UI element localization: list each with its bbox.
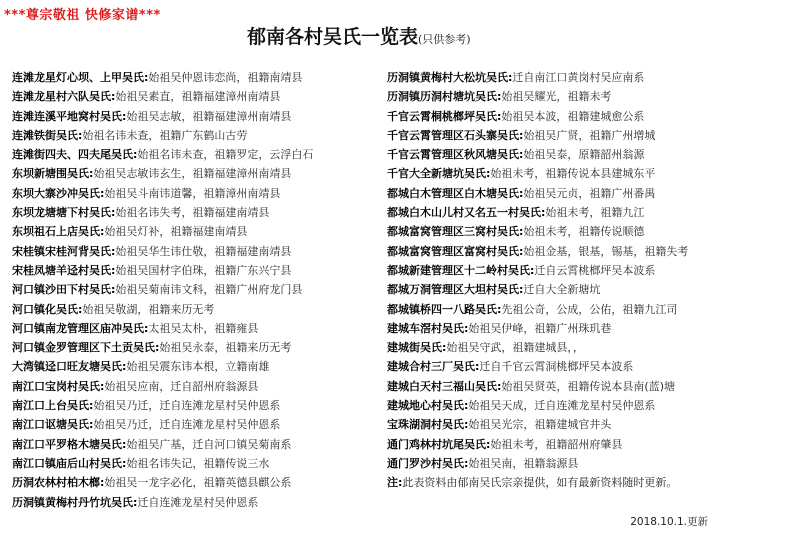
village-name: 宋桂镇宋桂河背吴氏: bbox=[12, 244, 116, 258]
village-name: 都城富窝管理区三窝村吴氏: bbox=[387, 225, 524, 239]
ancestry-description: 始祖吴一龙字必化，祖籍英德县麒公系 bbox=[104, 476, 292, 490]
village-name: 连滩街四夫、四夫尾吴氏: bbox=[12, 148, 138, 162]
list-item bbox=[12, 396, 384, 415]
ancestry-description: 始祖名讳未查，祖籍罗定，云浮白石 bbox=[137, 148, 314, 162]
village-name: 东坝大寨沙冲吴氏: bbox=[12, 186, 105, 200]
ancestry-description: 此表资料由郁南吴氏宗亲提供，如有最新资料随时更新。 bbox=[402, 476, 678, 490]
village-name: 历洞镇黄梅村丹竹坑吴氏: bbox=[12, 495, 138, 509]
ancestry-description: 始祖未考，祖籍九江 bbox=[545, 206, 645, 220]
ancestry-description: 始祖吴斗南讳道馨，祖籍漳州南靖县 bbox=[104, 186, 281, 200]
village-name: 宝珠湖洞村吴氏: bbox=[387, 418, 469, 432]
title-block bbox=[247, 22, 471, 49]
page-subtitle: (只供参考) bbox=[418, 33, 471, 46]
ancestry-description: 始祖吴灯补，祖籍福建南靖县 bbox=[104, 225, 248, 239]
list-item bbox=[387, 377, 787, 396]
village-name: 都城白木管理区白木塘吴氏: bbox=[387, 186, 524, 200]
village-name: 建城白天村三福山吴氏: bbox=[387, 379, 502, 393]
ancestry-description: 始祖吴华生讳仕敬，祖籍福建南靖县 bbox=[115, 244, 292, 258]
list-item bbox=[12, 68, 384, 87]
list-item bbox=[12, 261, 384, 280]
village-name: 大湾镇迳口旺友塘吴氏: bbox=[12, 360, 127, 374]
list-item bbox=[12, 203, 384, 222]
ancestry-description: 迁自连滩龙星村吴仲恩系 bbox=[137, 495, 259, 509]
list-item bbox=[387, 184, 787, 203]
list-item bbox=[387, 164, 787, 183]
village-name: 河口镇化吴氏: bbox=[12, 302, 83, 316]
left-column bbox=[12, 68, 384, 512]
list-item bbox=[12, 126, 384, 145]
ancestry-description: 迁自云霄桃榔坪吴本波系 bbox=[534, 263, 656, 277]
village-name: 千官大全新塘坑吴氏: bbox=[387, 167, 491, 181]
ancestry-description: 迁自大全新塘坑 bbox=[523, 283, 601, 297]
village-name: 东坝祖石上店吴氏: bbox=[12, 225, 105, 239]
village-name: 连滩龙星村六队吴氏: bbox=[12, 90, 116, 104]
ancestry-description: 始祖吴泰，原籍韶州翁源 bbox=[523, 148, 645, 162]
ancestry-description: 始祖吴震东讳本根，立籍南雄 bbox=[126, 360, 270, 374]
ancestry-description: 迁自千官云霄洞桃榔坪吴本波系 bbox=[479, 360, 634, 374]
village-name: 宋桂凤塘羊迳村吴氏: bbox=[12, 263, 116, 277]
village-name: 南江口宝岗村吴氏: bbox=[12, 379, 105, 393]
village-name: 南江口讴塘吴氏: bbox=[12, 418, 94, 432]
update-date: 2018.10.1.更新 bbox=[630, 516, 708, 528]
village-name: 河口镇南龙管理区庙冲吴氏: bbox=[12, 321, 149, 335]
list-item bbox=[12, 164, 384, 183]
ancestry-description: 始祖吴敬湖，祖籍来历无考 bbox=[82, 302, 215, 316]
village-name: 注: bbox=[387, 476, 403, 490]
list-item bbox=[387, 68, 787, 87]
village-name: 都城镇桥四一八路吴氏: bbox=[387, 302, 502, 316]
ancestry-description: 始祖吴乃迁，迁自连滩龙星村吴仲恩系 bbox=[93, 399, 281, 413]
village-name: 东坝新塘围吴氏: bbox=[12, 167, 94, 181]
village-name: 建城地心村吴氏: bbox=[387, 399, 469, 413]
ancestry-description: 始祖未考，祖籍传说本县建城东平 bbox=[490, 167, 656, 181]
ancestry-description: 始祖吴元贞，祖籍广州番禺 bbox=[523, 186, 656, 200]
ancestry-description: 始祖吴广基，迁自河口镇吴菊南系 bbox=[126, 437, 292, 451]
list-item bbox=[387, 454, 787, 473]
village-name: 都城富窝管理区富窝村吴氏: bbox=[387, 244, 524, 258]
ancestry-description: 始祖吴志敏讳玄生，祖籍福建漳州南靖县 bbox=[93, 167, 292, 181]
list-item bbox=[12, 473, 384, 492]
village-name: 千官云霄管理区秋风塘吴氏: bbox=[387, 148, 524, 162]
village-name: 通门罗沙村吴氏: bbox=[387, 456, 469, 470]
right-column bbox=[387, 68, 787, 493]
list-item bbox=[12, 242, 384, 261]
ancestry-description: 始祖吴天成，迁自连滩龙星村吴仲恩系 bbox=[468, 399, 656, 413]
ancestry-description: 始祖吴永泰，祖籍来历无考 bbox=[159, 341, 292, 355]
list-item bbox=[12, 222, 384, 241]
list-item bbox=[387, 107, 787, 126]
village-name: 东坝龙塘塘下村吴氏: bbox=[12, 206, 116, 220]
village-name: 连滩龙星灯心坝、上甲吴氏: bbox=[12, 71, 149, 84]
ancestry-description: 迁自南江口黄岗村吴应南系 bbox=[512, 71, 645, 84]
ancestry-description: 始祖吴仲恩讳恋尚，祖籍南靖县 bbox=[148, 71, 303, 84]
village-name: 建城街吴氏: bbox=[387, 341, 447, 355]
village-name: 都城新建管理区十二岭村吴氏: bbox=[387, 263, 535, 277]
ancestry-description: 始祖吴守武，祖籍建城县，， bbox=[446, 341, 584, 355]
list-item bbox=[12, 145, 384, 164]
ancestry-description: 始祖未考，祖籍传说顺德 bbox=[523, 225, 645, 239]
ancestry-description: 始祖吴乃迁，迁自连滩龙星村吴仲恩系 bbox=[93, 418, 281, 432]
ancestry-description: 始祖吴国材字伯珠，祖籍广东兴宁县 bbox=[115, 263, 292, 277]
list-item bbox=[12, 184, 384, 203]
ancestry-description: 始祖吴伊峰，祖籍广州珠玑巷 bbox=[468, 321, 612, 335]
village-name: 历洞镇历洞村塘坑吴氏: bbox=[387, 90, 502, 104]
list-item bbox=[387, 126, 787, 145]
ancestry-description: 始祖吴菊南讳文科，祖籍广州府龙门县 bbox=[115, 283, 303, 297]
list-item bbox=[12, 87, 384, 106]
village-name: 都城白木山儿村又名五一村吴氏: bbox=[387, 206, 546, 220]
village-name: 都城万洞管理区大坦村吴氏: bbox=[387, 283, 524, 297]
list-item bbox=[387, 396, 787, 415]
list-item bbox=[12, 454, 384, 473]
ancestry-description: 始祖吴贤英，祖籍传说本县南(蓝)塘 bbox=[501, 379, 675, 393]
ancestry-description: 始祖名讳未查，祖籍广东鹤山古劳 bbox=[82, 128, 248, 142]
list-item bbox=[12, 280, 384, 299]
list-item bbox=[12, 415, 384, 434]
list-item bbox=[12, 493, 384, 512]
list-item bbox=[387, 473, 787, 492]
village-name: 通门鸡林村坑尾吴氏: bbox=[387, 437, 491, 451]
list-item bbox=[387, 280, 787, 299]
village-name: 历洞农林村柏木榔: bbox=[12, 476, 105, 490]
ancestry-description: 始祖吴南，祖籍翁源县 bbox=[468, 456, 579, 470]
list-item bbox=[387, 435, 787, 454]
village-name: 河口镇沙田下村吴氏: bbox=[12, 283, 116, 297]
list-item bbox=[12, 357, 384, 376]
ancestry-description: 始祖吴志敏，祖籍福建漳州南靖县 bbox=[126, 109, 292, 123]
list-item bbox=[387, 145, 787, 164]
ancestry-description: 始祖未考，祖籍韶州府肇县 bbox=[490, 437, 623, 451]
list-item bbox=[12, 377, 384, 396]
ancestry-description: 始祖吴广贤，祖籍广州增城 bbox=[523, 128, 656, 142]
list-item bbox=[387, 415, 787, 434]
ancestry-description: 始祖吴素直，祖籍福建漳州南靖县 bbox=[115, 90, 281, 104]
village-name: 连滩铁街吴氏: bbox=[12, 128, 83, 142]
village-name: 南江口平罗格木塘吴氏: bbox=[12, 437, 127, 451]
list-item bbox=[12, 107, 384, 126]
list-item bbox=[12, 435, 384, 454]
village-name: 建城车滘村吴氏: bbox=[387, 321, 469, 335]
village-name: 河口镇金罗管理区下土贡吴氏: bbox=[12, 341, 160, 355]
village-name: 南江口镇庙后山村吴氏: bbox=[12, 456, 127, 470]
ancestry-description: 先祖公奇，公成，公佑，祖籍九江司 bbox=[501, 302, 678, 316]
ancestry-description: 始祖名讳失考，祖籍福建南靖县 bbox=[115, 206, 270, 220]
list-item bbox=[387, 222, 787, 241]
ancestry-description: 始祖吴本波，祖籍建城愈公系 bbox=[501, 109, 645, 123]
ancestry-description: 始祖吴耀光，祖籍未考 bbox=[501, 90, 612, 104]
ancestry-description: 太祖吴太朴，祖籍雍县 bbox=[148, 321, 259, 335]
list-item bbox=[387, 338, 787, 357]
list-item bbox=[387, 300, 787, 319]
village-name: 历洞镇黄梅村大松坑吴氏: bbox=[387, 71, 513, 84]
ancestry-description: 始祖金基，银基，锡基，祖籍失考 bbox=[523, 244, 689, 258]
list-item bbox=[387, 261, 787, 280]
slogan: ***尊宗敬祖 快修家谱*** bbox=[4, 8, 161, 23]
village-name: 建城合村三厂吴氏: bbox=[387, 360, 480, 374]
ancestry-description: 始祖吴应南，迁自韶州府翁源县 bbox=[104, 379, 259, 393]
village-name: 千官云霄管理区石头寨吴氏: bbox=[387, 128, 524, 142]
list-item bbox=[387, 242, 787, 261]
list-item bbox=[12, 300, 384, 319]
page-title: 郁南各村吴氏一览表 bbox=[247, 26, 419, 48]
list-item bbox=[387, 203, 787, 222]
village-name: 连滩连溪平地窝村吴氏: bbox=[12, 109, 127, 123]
list-item bbox=[12, 338, 384, 357]
village-name: 千官云霄桐桃榔坪吴氏: bbox=[387, 109, 502, 123]
ancestry-description: 始祖名讳失记，祖籍传说三水 bbox=[126, 456, 270, 470]
village-name: 南江口上台吴氏: bbox=[12, 399, 94, 413]
ancestry-description: 始祖吴光宗，祖籍建城官井头 bbox=[468, 418, 612, 432]
list-item bbox=[387, 357, 787, 376]
list-item bbox=[387, 319, 787, 338]
list-item bbox=[387, 87, 787, 106]
list-item bbox=[12, 319, 384, 338]
